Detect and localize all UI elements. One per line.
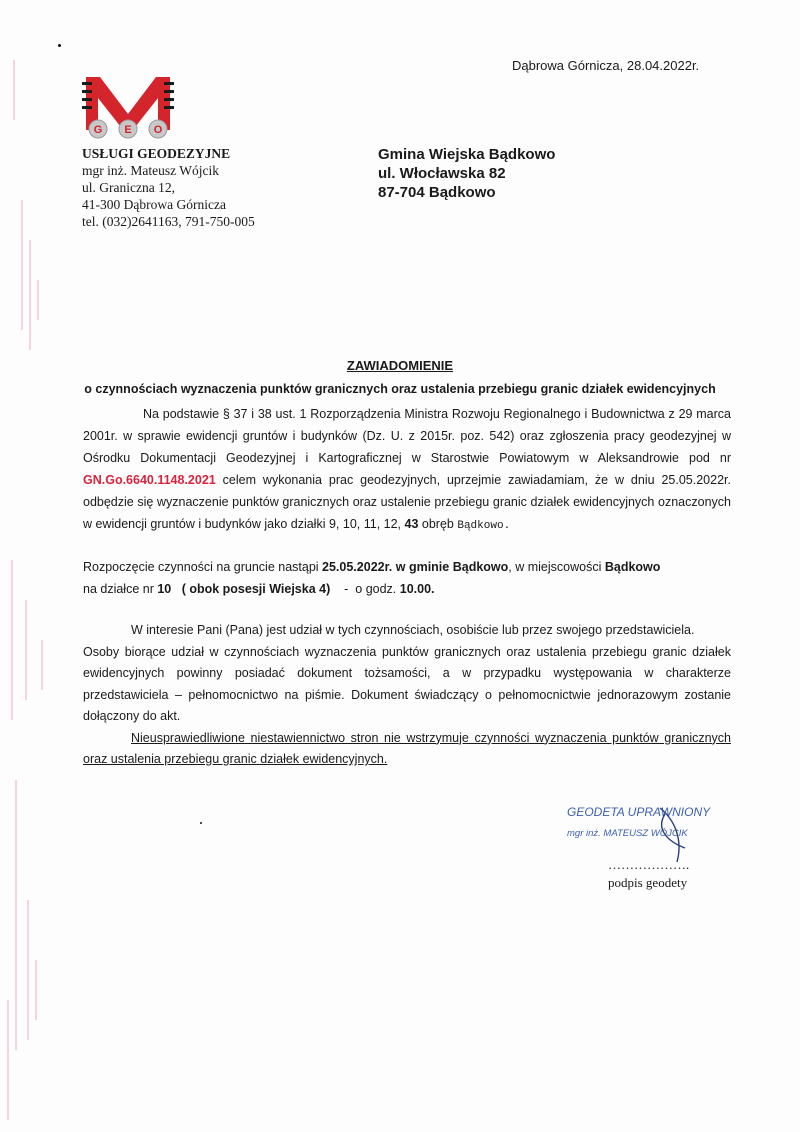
locality-label: , w miejscowości (508, 560, 602, 574)
paragraph-participation (83, 620, 731, 771)
recipient-name: Gmina Wiejska Bądkowo (378, 146, 556, 163)
document-subtitle: o czynnościach wyznaczenia punktów granicznych oraz ustalenia przebiegu granic działek ewidencyjnych (84, 382, 716, 396)
scan-artifact-streaks (0, 0, 60, 1132)
absence-warning-text: Nieusprawiedliwione niestawiennictwo stron nie wstrzymuje czynności wyznaczenia punktów granicznych oraz ustalenia przebiegu granic działek ewidencyjnych. (83, 730, 731, 766)
company-city: 41-300 Dąbrowa Górnicza (82, 197, 226, 212)
signature-dots: ………………. (608, 857, 690, 872)
company-street: ul. Graniczna 12, (82, 180, 175, 195)
stamp-name: mgr inż. MATEUSZ WÓJCIK (567, 828, 688, 839)
recipient-address (378, 145, 555, 202)
document-date: Dąbrowa Górnicza, 28.04.2022r. (512, 58, 700, 73)
participation-text: W interesie Pani (Pana) jest udział w tych czynnościach, osobiście lub przez swojego przedstawiciela. (131, 623, 695, 637)
schedule-date: 25.05.2022r. (322, 560, 393, 574)
signature-label: podpis geodety (608, 875, 688, 890)
svg-text:G: G (93, 124, 103, 136)
scan-speck (58, 44, 61, 47)
schedule-start-text: Rozpoczęcie czynności na gruncie nastąpi (83, 560, 319, 574)
paragraph-schedule (83, 556, 731, 600)
recipient-city: 87-704 Bądkowo (378, 184, 496, 201)
schedule-in: w (395, 560, 406, 574)
stamp-title: GEODETA UPRAWNIONY (567, 805, 711, 819)
svg-text:O: O (153, 124, 163, 136)
company-logo (78, 72, 178, 140)
legal-basis-text: Na podstawie § 37 i 38 ust. 1 Rozporządzenia Ministra Rozwoju Regionalnego i Budownictwa z 29 marca 2001r. w sprawie ewidencji gruntów i budynków (Dz. U. z 2015r. poz. 542) oraz zgłoszenia pracy geodezyjnej w Ośrodku Dokumentacji Geodezyjnej i Kartograficznej w Starostwie Powiatowym w Aleksandrowie pod nr (83, 407, 731, 465)
svg-text:E: E (124, 124, 132, 136)
sender-address (82, 145, 255, 230)
parcel-bold: 43 (404, 517, 419, 531)
scan-speck (200, 822, 202, 824)
dash: - (344, 582, 349, 596)
recipient-street: ul. Włocławska 82 (378, 165, 506, 182)
plot-near: ( obok posesji Wiejska 4) (181, 582, 331, 596)
precinct-name: Bądkowo. (457, 520, 511, 532)
schedule-locality: Bądkowo (604, 560, 661, 574)
company-name: USŁUGI GEODEZYJNE (82, 146, 231, 161)
case-number: GN.Go.6640.1148.2021 (83, 473, 216, 487)
plot-label: na działce nr (83, 582, 154, 596)
schedule-time: 10.00. (399, 582, 435, 596)
document-title: ZAWIADOMIENIE (346, 358, 454, 373)
signature-block (608, 856, 689, 892)
plot-number: 10 (157, 582, 172, 596)
time-label: o godz. (355, 582, 397, 596)
company-person: mgr inż. Mateusz Wójcik (82, 163, 219, 178)
schedule-commune: gminie Bądkowo (408, 560, 509, 574)
identity-requirement-text: Osoby biorące udział w czynnościach wyznaczenia punktów granicznych oraz ustalenia przebiegu granic działek ewidencyjnych powinny posiadać dokument tożsamości, a w przypadku występowania w charakterze przedstawiciela – pełnomocnictwo na piśmie. Dokument świadczący o pełnomocnictwie jednorazowym zostanie dołączony do akt. (83, 644, 731, 723)
precinct-label: obręb (421, 517, 454, 531)
notice-text: celem wykonania prac geodezyjnych, uprzejmie zawiadamiam, że w dniu 25.05.2022r. odbędzie się wyznaczenie punktów granicznych oraz ustalenie przebiegu granic działek ewidencyjnych oznaczonych w ewidencji gruntów i budynków jako działki (83, 473, 731, 531)
parcel-list: 9, 10, 11, 12, (328, 517, 402, 531)
paragraph-legal-basis (83, 403, 731, 537)
company-phone: tel. (032)2641163, 791-750-005 (82, 214, 255, 229)
